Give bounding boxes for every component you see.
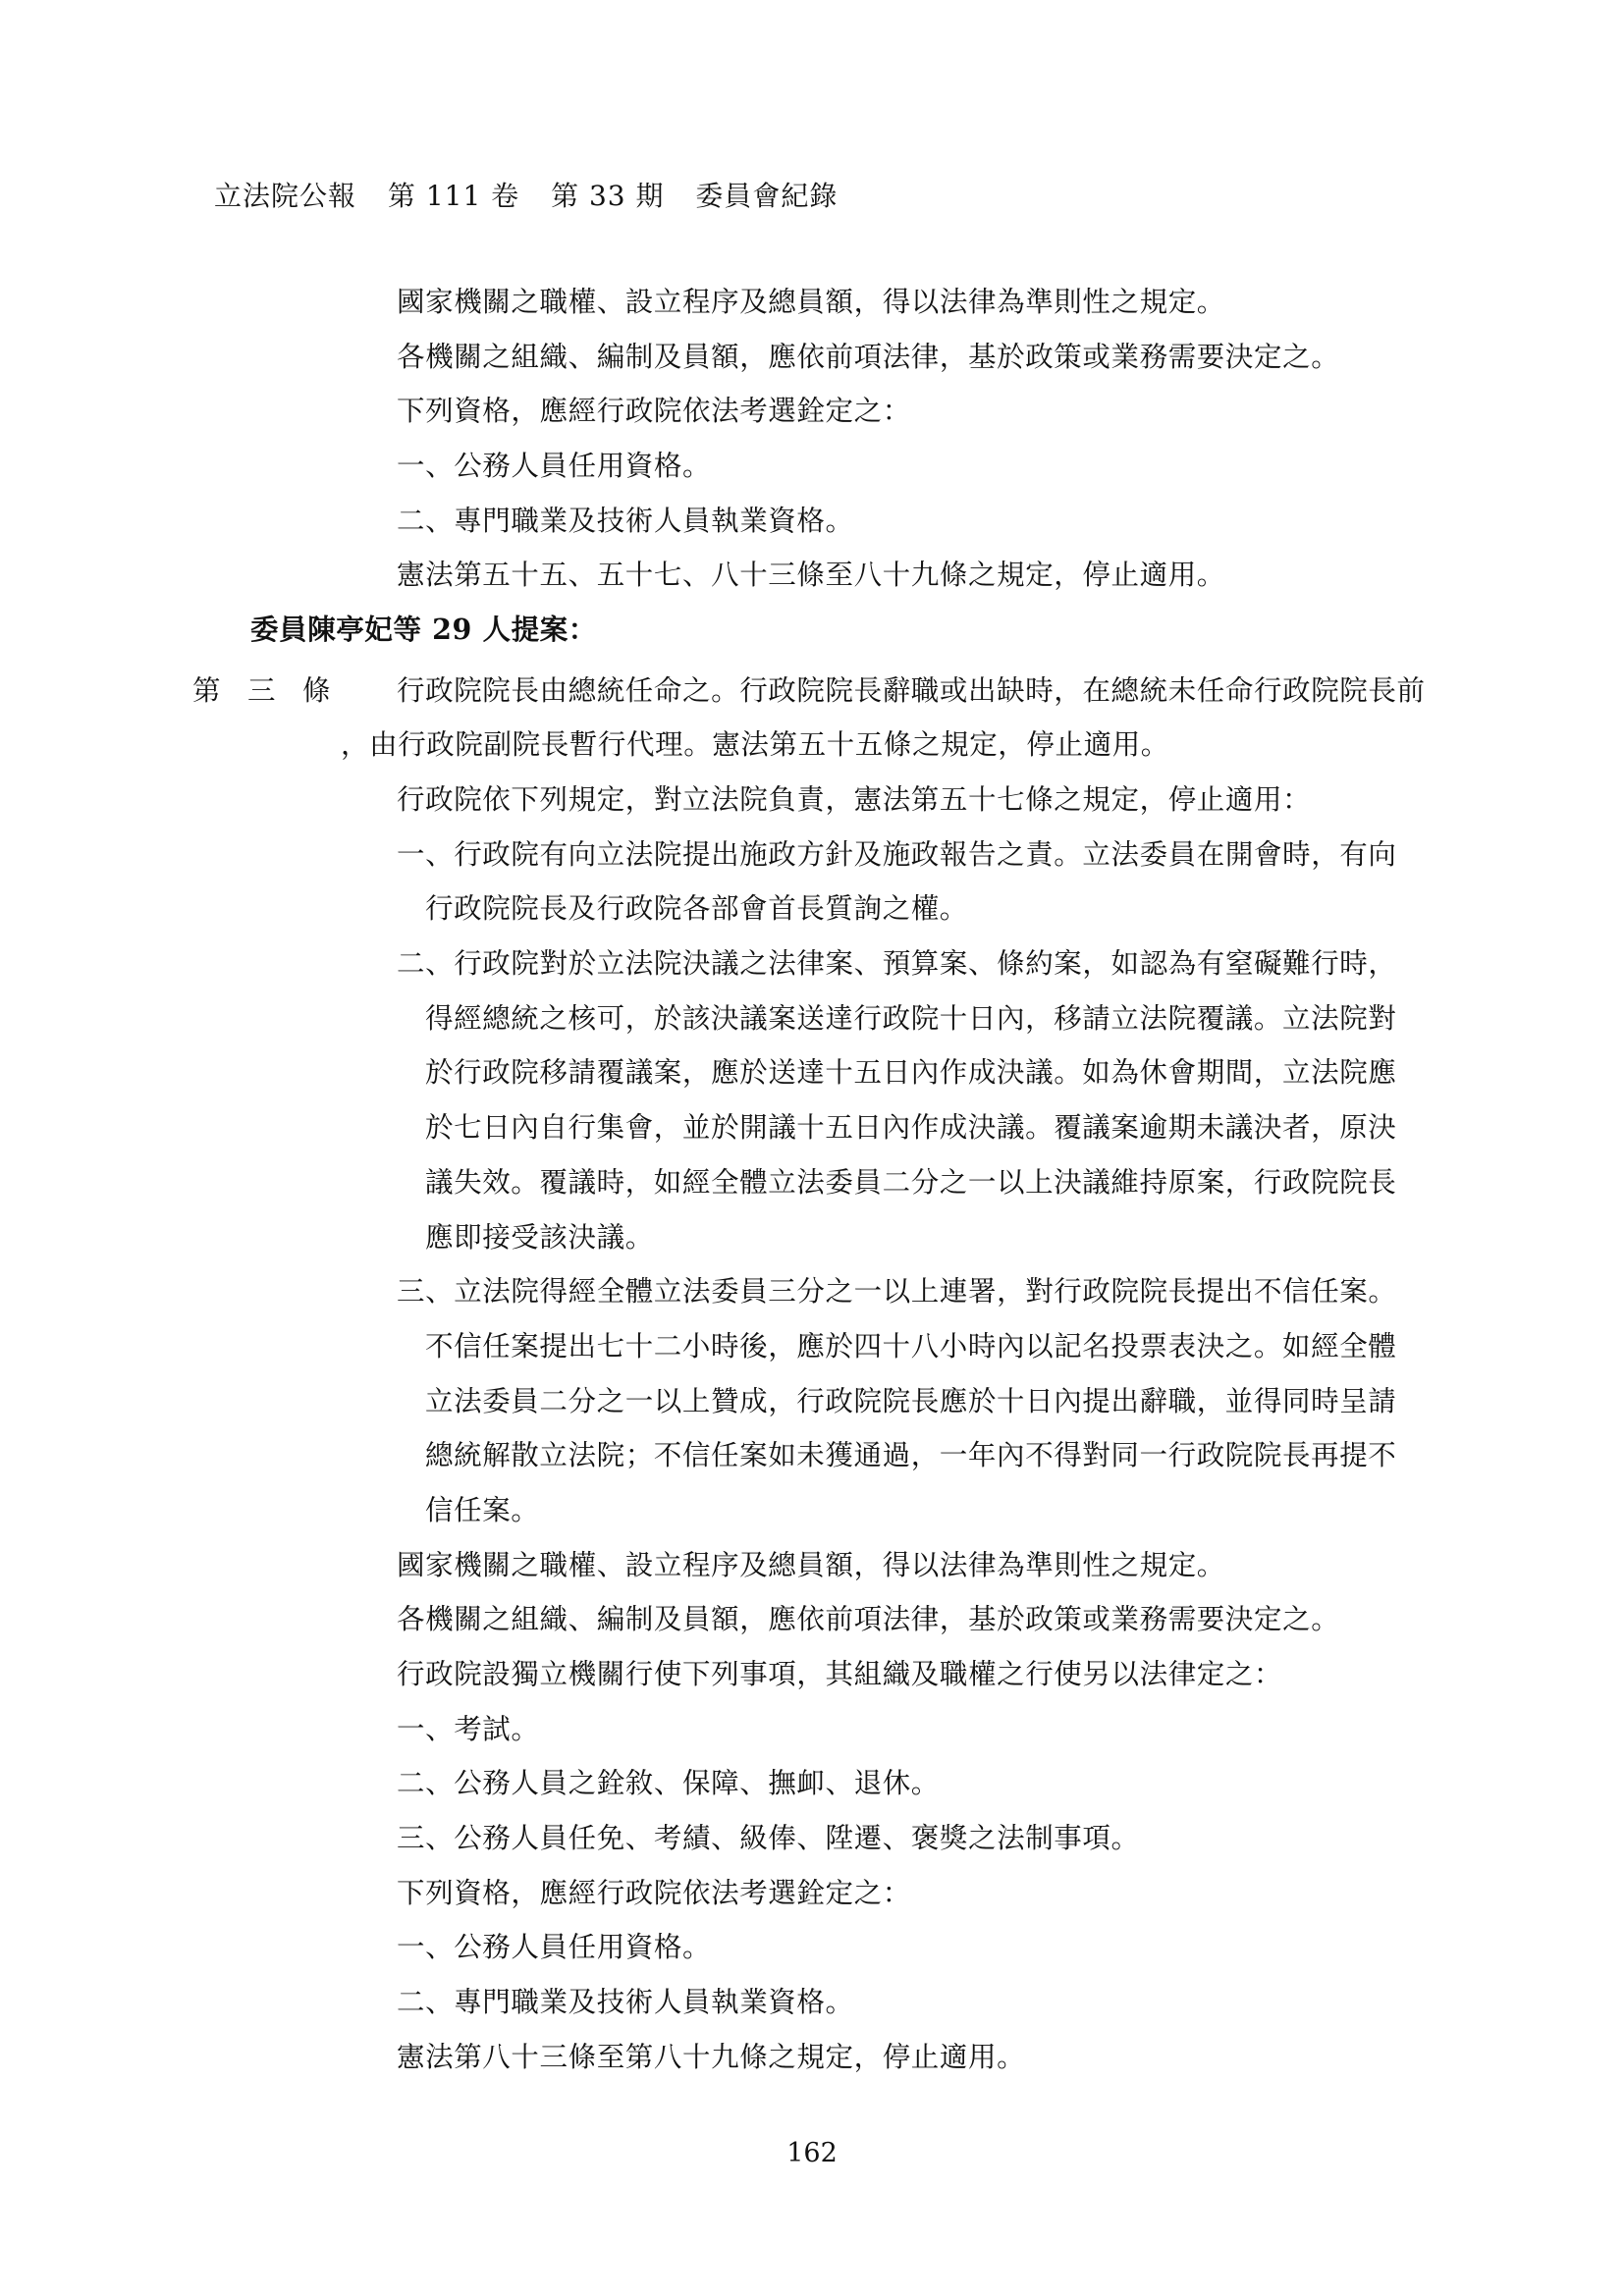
issue-number: 第 33 期 (551, 180, 665, 212)
text-line: 應即接受該決議。 (425, 1221, 654, 1254)
proposal-heading: 委員陳亭妃等 29 人提案： (250, 613, 597, 646)
text-line: 一、公務人員任用資格。 (397, 450, 712, 482)
text-line: 二、專門職業及技術人員執業資格。 (397, 1986, 854, 2018)
text-line: 不信任案提出七十二小時後，應於四十八小時內以記名投票表決之。如經全體 (425, 1330, 1397, 1362)
text-line: 憲法第八十三條至第八十九條之規定，停止適用。 (397, 2041, 1026, 2073)
publication-name: 立法院公報 (214, 180, 357, 212)
text-line: 三、立法院得經全體立法委員三分之一以上連署，對行政院院長提出不信任案。 (397, 1275, 1397, 1308)
text-line: 下列資格，應經行政院依法考選銓定之： (397, 395, 911, 427)
article-label-part: 三 (247, 674, 276, 707)
page-header (214, 175, 859, 214)
text-line: 於行政院移請覆議案，應於送達十五日內作成決議。如為休會期間，立法院應 (425, 1056, 1397, 1089)
text-line: 一、考試。 (397, 1713, 540, 1745)
article-label-part: 第 (192, 674, 221, 707)
page-number: 162 (786, 2138, 838, 2168)
section-name: 委員會紀錄 (695, 180, 839, 212)
text-line: 三、公務人員任免、考績、級俸、陞遷、褒獎之法制事項。 (397, 1822, 1140, 1854)
text-line: 信任案。 (425, 1494, 540, 1526)
article-label (192, 668, 357, 709)
text-line: 一、行政院有向立法院提出施政方針及施政報告之責。立法委員在開會時，有向 (397, 838, 1397, 871)
text-line: 國家機關之職權、設立程序及總員額，得以法律為準則性之規定。 (397, 1549, 1225, 1581)
text-line: 行政院院長及行政院各部會首長質詢之權。 (425, 892, 968, 925)
text-line: 總統解散立法院；不信任案如未獲通過，一年內不得對同一行政院院長再提不 (425, 1439, 1397, 1471)
text-line: 行政院依下列規定，對立法院負責，憲法第五十七條之規定，停止適用： (397, 783, 1312, 816)
text-line: 行政院院長由總統任命之。行政院院長辭職或出缺時，在總統未任命行政院院長前 (397, 674, 1426, 707)
text-line: 憲法第五十五、五十七、八十三條至八十九條之規定，停止適用。 (397, 559, 1225, 591)
text-line: 二、行政院對於立法院決議之法律案、預算案、條約案，如認為有窒礙難行時， (397, 947, 1397, 980)
text-line: 二、專門職業及技術人員執業資格。 (397, 505, 854, 537)
text-line: 議失效。覆議時，如經全體立法委員二分之一以上決議維持原案，行政院院長 (425, 1166, 1397, 1199)
text-line: 國家機關之職權、設立程序及總員額，得以法律為準則性之規定。 (397, 286, 1225, 318)
text-line: 各機關之組織、編制及員額，應依前項法律，基於政策或業務需要決定之。 (397, 1603, 1340, 1635)
text-line: 二、公務人員之銓敘、保障、撫卹、退休。 (397, 1767, 940, 1799)
text-line: 下列資格，應經行政院依法考選銓定之： (397, 1877, 911, 1909)
text-line: ，由行政院副院長暫行代理。憲法第五十五條之規定，停止適用。 (341, 728, 1169, 761)
text-line: 立法委員二分之一以上贊成，行政院院長應於十日內提出辭職，並得同時呈請 (425, 1385, 1397, 1417)
text-line: 得經總統之核可，於該決議案送達行政院十日內，移請立法院覆議。立法院對 (425, 1002, 1397, 1035)
volume-number: 第 111 卷 (387, 180, 520, 212)
text-line: 一、公務人員任用資格。 (397, 1931, 712, 1963)
text-line: 行政院設獨立機關行使下列事項，其組織及職權之行使另以法律定之： (397, 1658, 1283, 1690)
text-line: 於七日內自行集會，並於開議十五日內作成決議。覆議案逾期未議決者，原決 (425, 1111, 1397, 1144)
text-line: 各機關之組織、編制及員額，應依前項法律，基於政策或業務需要決定之。 (397, 341, 1340, 373)
article-label-part: 條 (302, 674, 331, 707)
